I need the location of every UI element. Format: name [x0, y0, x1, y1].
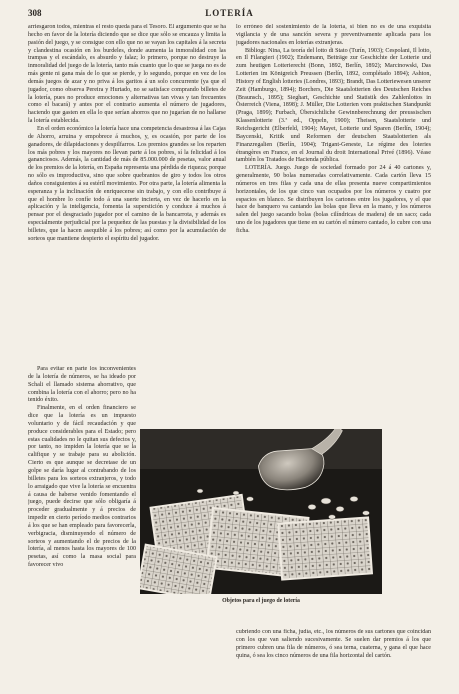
entry-paragraph: LOTERÍA. Juego. Juego de sociedad formado por 24 á 40 cartones y, generalmente, 90 bolas numeradas correlativamente. Cada cartón lleva 15 números en tres filas y cada una de ellas presenta nueve compartimientos horizontales, de los que cinco van ocupados por los números y cuatro por espacios en blanco. Se distribuyen los cartones entre los jugadores, y el que hace de banquero va cantando las bolas que lleva en la mano, y los números salen del juego sacando bolas (bolas cilíndricas de madera) de un saco; cada uno de los jugadores que tiene en su cartón el número cantado, lo cubre con una ficha. — [236, 165, 431, 234]
left-column — [28, 24, 226, 364]
lottery-objects-engraving — [140, 429, 382, 594]
paragraph: Para evitar en parte los inconvenientes de la lotería de números, se ha ideado por Schali el llamado sistema ahorrativo, que combina la lotería con el ahorro; pero no ha tenido éxito. — [28, 366, 136, 404]
bibliography-paragraph: Bibliogr. Nina, La teoría del lotto di Stato (Turín, 1903); Cespolani, Il lotto, en Il Filangieri (1902); Endemann, Beiträge zur Geschichte der Lotterie und zum heutigen Lotterierecht (Bonn, 1892, Berlín, 1892); Marcinowski, Das Lotterien im Königreich Preussen (Berlín, 1892, complétado 1894); Ashton, History of English lotteries (Londres, 1893); Brandt, Das Lotteriewesen unserer Zeit (Hamburgo, 1894); Borchers, Die Staatslotterien des Deutschen Reiches (Braunsch., 1895); Sieghart, Geschichte und Statistik des Zahlenlottos in Österreich (Viena, 1898); J. Müller, Die Lotterien vom praktischen Standpunkt (Praga, 1899); Furbach, Übersichtliche Gewinnberechnung der preussischen Klassenlotterie (3.ª ed., Oppeln, 1900); Theisen, Staatslotterie und Reichsgericht (Elberfeld, 1904); Mayet, Lotterie und Sparen (Berlín, 1904); Baycenski, Kritik und Reformen der deutschen Staatslotterien als Finanzregalien (Berlín, 1904); Trigant-Geneste, Le régime des loteries étrangères en France, en el Journal du droit International Privé (1896). Véase también los Tratados de Hacienda pública. — [236, 47, 431, 164]
illustration — [140, 429, 382, 594]
running-title: LOTERÍA — [205, 8, 254, 18]
page-header — [28, 8, 431, 20]
right-column — [236, 24, 431, 427]
paragraph: En el orden económico la lotería hace una competencia desastrosa á las Cajas de Ahorro, arruina y empobrece á muchos, y, es ocasión, por parte de los ganadores, de dilapidaciones y despilfarros. Los premios grandes se los reparten los más pobres y los mayores no llevan parte á los pobres, sí la felicidad á los gananciosos. Además, la cantidad de más de 85.000.000 de pesetas, valor anual de los premios de la lotería, en España representa una pérdida de riqueza; porque no sólo es improductiva, sino que sobre quebrantos de giro y todos los otros daños consiguientes á su estéril movimiento. Por otra parte, la lotería alimenta la esperanza y la inclinación de enriquecerse sin trabajo, y con ello contribuye á que el hombre lo confíe todo á una suerte incierta, en vez de hacerlo en la aplicación y la inteligencia, fomenta la superstición y conduce á muchos á pensar por el desgraciado jugador por el camino de la bancarrota, y además es especialmente perjudicial por la pequeñez de las puestas y la divisibilidad de los billetes, que la hacen asequible á los pobres; así como por la acumulación de sorteos que mantiene despierto el espíritu del jugador. — [28, 125, 226, 242]
paragraph: cubriendo con una ficha, judía, etc., los números de sus cartones que coincidan con los que van saliendo sucesivamente. Se suelen dar premios á los que primero cubren una fila de números, ó sea terna, cuaterna, y gana el que hace quina, ó sea los cinco números de una fila horizontal del cartón. — [236, 629, 431, 659]
paragraph: lo erróneo del sostenimiento de la lotería, si bien no es de una exquisita vigilancia y de una sanción severa y preventivamente aplicada para los jugadores nacionales en loterías extranjeras. — [236, 24, 431, 46]
page-number: 308 — [28, 8, 42, 18]
right-bottom-column — [236, 629, 431, 677]
paragraph: arriesgaron todos, mientras el resto queda para el Tesoro. El argumento que se ha hecho en favor de la lotería diciendo que se dice que sólo se encauza y limita la pasión del juego, y se consigue con ello que no se vayan los capitales á la secreta y clandestina ocasión en los burdeles, donde aumenta la inmoralidad con las trampas y el escándalo, es absurdo y falaz; lo primero, porque no destruye la inmoralidad del juego de la lotería, tanto más cuanto que lo que se juega no es de más gente ni gana más de lo que se pierde, y lo segundo, porque en vez de los demás juegos de azar y no priva á los garitos á un solo concurrente (ya que el jugador, como observa Pereira y Hurtado, no se satisface comprando billetes de la lotería, pues no produce emociones y alternativas tan vivas y tan frecuentes como el bacará) y antes por el contrario aumenta el número de jugadores, haciendo que gasten en ella lo que serían ahorros que no jugarían de no hallarse la lotería establecida. — [28, 24, 226, 125]
paragraph: Finalmente, en el orden financiero se dice que la lotería es un impuesto voluntario y de fácil recaudación y que produce considerables para el Estado; pero estas cualidades no le quitan sus defectos y, por tanto, no impiden la lotería que se la califique y se trabaje para su abolición. Cierto es que aunque se decretase de un golpe se daría lugar al contrabando de los billetes para los sorteos extranjeros, y todo lo arraigado que vive la lotería se encuentra á causa de haberse venido fomentando el juego, puede decirse que sólo obligaría á proceder gradualmente y á precios de impedir en cierto período medios contrarios á los que se han empleado para favorecerla, verbigracia, disminuyendo el número de sorteos y aumentando el de precios de la lotería, al menos hasta los mayores de 100 pesetas, así como la masa social para favorecer vivo — [28, 405, 136, 569]
figure-caption: Objetos para el juego de lotería — [222, 598, 300, 604]
left-narrow-column — [28, 366, 136, 676]
